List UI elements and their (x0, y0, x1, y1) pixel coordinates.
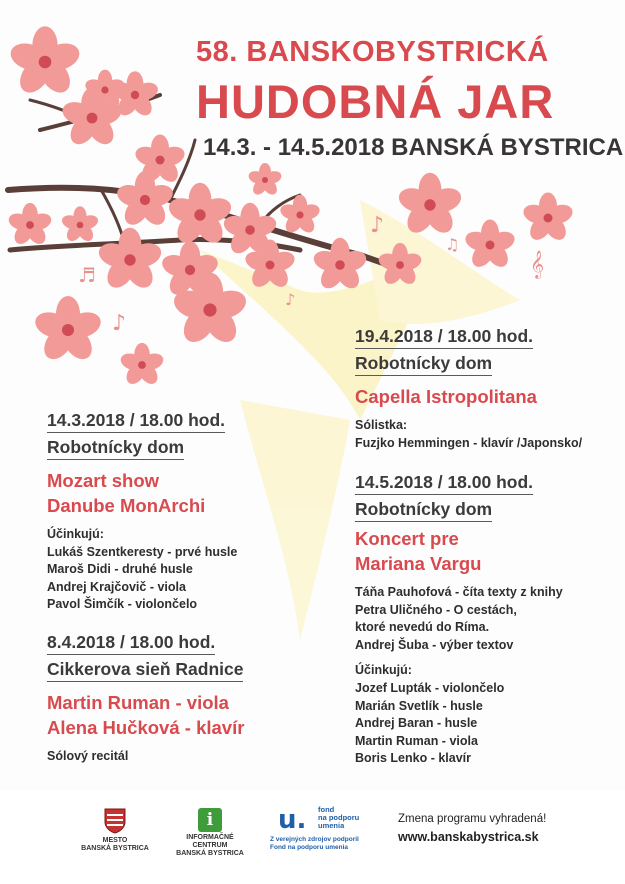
event-venue: Robotnícky dom (355, 499, 492, 522)
svg-text:♪: ♪ (370, 213, 385, 238)
event-title: Mozart show (47, 470, 160, 491)
performers-label: Účinkujú: (355, 663, 412, 678)
event-venue: Robotnícky dom (355, 353, 492, 376)
event-title: Alena Hučková - klavír (47, 717, 245, 738)
event-vargu-concert (355, 472, 563, 768)
event-title: Koncert pre (355, 528, 459, 549)
event-datetime: 14.3.2018 / 18.00 hod. (47, 410, 225, 433)
event-datetime: 8.4.2018 / 18.00 hod. (47, 632, 215, 655)
event-recital (47, 632, 244, 766)
performer-line: Jozef Lupták - violončelo (355, 680, 505, 695)
coat-of-arms-icon (104, 808, 126, 834)
festival-edition: 58. BANSKOBYSTRICKÁ (196, 36, 549, 68)
event-venue: Cikkerova sieň Radnice (47, 659, 243, 682)
program-line: Andrej Šuba - výber textov (355, 637, 514, 652)
svg-text:♪: ♪ (112, 311, 127, 336)
performer-line: Maroš Didi - druhé husle (47, 562, 193, 577)
event-datetime: 19.4.2018 / 18.00 hod. (355, 326, 533, 349)
performer-line: Pavol Šimčík - violončelo (47, 597, 198, 612)
info-logo-line2: BANSKÁ BYSTRICA (176, 850, 244, 857)
performer-line: Andrej Baran - husle (355, 716, 478, 731)
info-icon: i (198, 808, 222, 832)
arts-fund-caption: Z verejných zdrojov podporil (270, 836, 359, 843)
festival-dates: 14.3. - 14.5.2018 BANSKÁ BYSTRICA (203, 134, 624, 161)
soloist-line: Fuzjko Hemmingen - klavír /Japonsko/ (355, 435, 583, 450)
event-capella (355, 326, 582, 452)
performer-line: Lukáš Szentkeresty - prvé husle (47, 544, 238, 559)
event-note: Sólový recitál (47, 749, 129, 763)
program-change-note: Zmena programu vyhradená! (398, 813, 547, 825)
performers-label: Účinkujú: (47, 527, 104, 541)
info-center-logo (170, 808, 250, 858)
city-logo-line2: BANSKÁ BYSTRICA (81, 845, 149, 852)
arts-fund-name: umenia (318, 821, 345, 830)
city-logo (80, 808, 150, 853)
event-title: Mariana Vargu (355, 553, 482, 574)
website-link[interactable]: www.banskabystrica.sk (398, 830, 539, 844)
program-line: Táňa Pauhofová - číta texty z knihy (355, 585, 563, 599)
event-datetime: 14.5.2018 / 18.00 hod. (355, 472, 533, 495)
event-mozart-show (47, 410, 237, 614)
festival-name: HUDOBNÁ JAR (196, 75, 555, 128)
event-venue: Robotnícky dom (47, 437, 184, 460)
info-logo-line1: INFORMAČNÉ CENTRUM (186, 834, 234, 849)
arts-fund-caption: Fond na podporu umenia (270, 843, 348, 851)
event-title: Martin Ruman - viola (47, 692, 229, 713)
event-title: Capella Istropolitana (355, 386, 537, 407)
arts-fund-logo (270, 806, 380, 851)
performer-line: Marián Svetlík - husle (355, 698, 483, 713)
city-logo-line1: MESTO (102, 837, 128, 844)
treble-clef-icon: 𝄞 (530, 250, 545, 278)
arts-fund-name: na podporu (318, 813, 360, 822)
program-line: Petra Uličného - O cestách, (355, 602, 517, 617)
program-line: ktoré nevedú do Ríma. (355, 620, 490, 635)
arts-fund-name: fond (318, 805, 335, 814)
svg-text:♬: ♬ (78, 263, 96, 287)
svg-text:♪: ♪ (285, 290, 296, 309)
performer-line: Martin Ruman - viola (355, 733, 478, 748)
performer-line: Andrej Krajčovič - viola (47, 579, 186, 594)
arts-fund-mark: u. (278, 805, 307, 835)
performer-line: Boris Lenko - klavír (355, 751, 472, 766)
svg-text:♫: ♫ (445, 235, 460, 254)
event-title: Danube MonArchi (47, 495, 206, 516)
soloist-label: Sólistka: (355, 418, 408, 432)
